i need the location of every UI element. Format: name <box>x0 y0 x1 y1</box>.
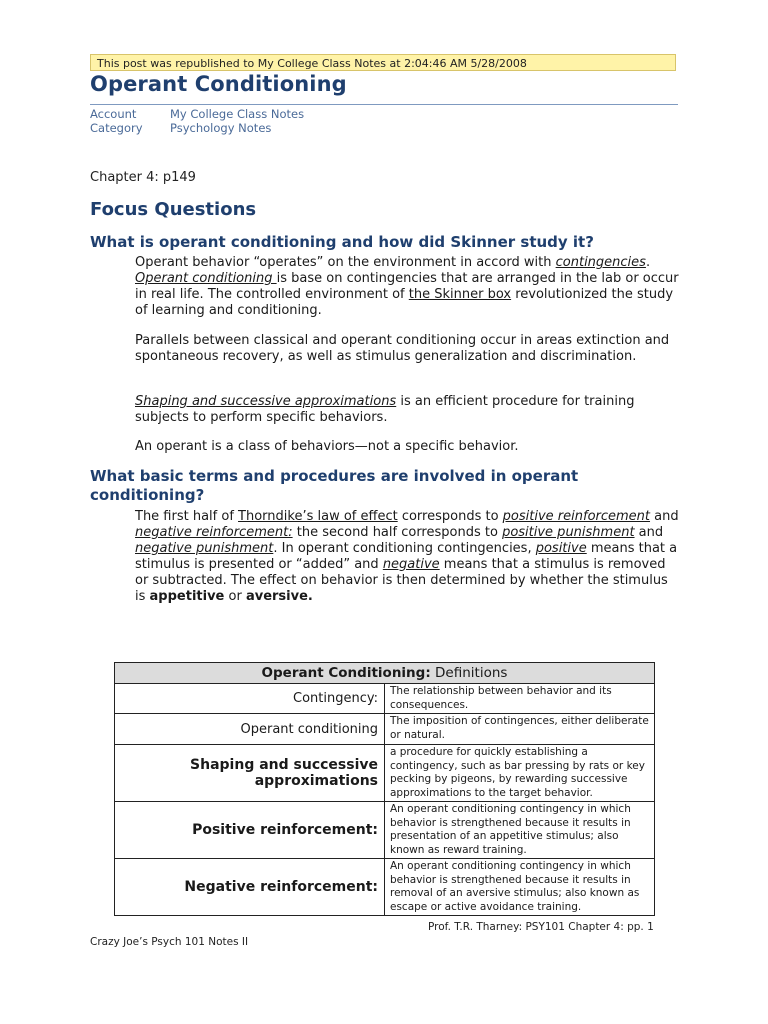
chapter-reference: Chapter 4: p149 <box>90 170 196 185</box>
category-value: Psychology Notes <box>170 121 272 135</box>
definition-term: Positive reinforcement: <box>115 802 385 859</box>
focus-questions-heading: Focus Questions <box>90 199 257 220</box>
footer-page-info: Prof. T.R. Tharney: PSY101 Chapter 4: pp. 1 <box>428 921 654 933</box>
definitions-table <box>114 662 655 916</box>
q1-paragraph-1: Operant behavior “operates” on the environment in accord with contingencies. Operant conditioning is base on contingencies that are arranged in the lab or occur in real life. The controlled environment of the Skinner box revolutionized the study of learning and conditioning. <box>135 255 679 318</box>
question-1-heading: What is operant conditioning and how did Skinner study it? <box>90 233 594 251</box>
account-label: Account <box>90 107 137 121</box>
q2-paragraph-1: The first half of Thorndike’s law of effect corresponds to positive reinforcement and negative reinforcement: the second half corresponds to positive punishment and negative punishment. In operant conditioning contingencies, positive means that a stimulus is presented or “added” and negative means that a stimulus is removed or subtracted. The effect on behavior is then determined by whether the stimulus is appetitive or aversive. <box>135 509 679 604</box>
category-label: Category <box>90 121 143 135</box>
definition-term: Operant conditioning <box>115 714 385 745</box>
page-title: Operant Conditioning <box>90 72 347 96</box>
account-value: My College Class Notes <box>170 107 305 121</box>
definition-text: a procedure for quickly establishing a contingency, such as bar pressing by rats or key pecking by pigeons, by rewarding successive approximations to the target behavior. <box>385 745 655 802</box>
definition-text: The imposition of contingences, either deliberate or natural. <box>385 714 655 745</box>
republish-banner: This post was republished to My College Class Notes at 2:04:46 AM 5/28/2008 <box>90 54 676 71</box>
definition-term: Contingency: <box>115 684 385 714</box>
table-row <box>115 714 655 745</box>
table-row <box>115 802 655 859</box>
title-divider <box>90 104 678 105</box>
table-row <box>115 745 655 802</box>
q1-paragraph-4: An operant is a class of behaviors—not a specific behavior. <box>135 439 519 454</box>
table-row <box>115 859 655 916</box>
question-2-heading: What basic terms and procedures are involved in operant conditioning? <box>90 467 579 504</box>
footer-notes-title: Crazy Joe’s Psych 101 Notes II <box>90 936 249 948</box>
definition-term: Shaping and successive approximations <box>115 745 385 802</box>
definition-text: The relationship between behavior and its consequences. <box>385 684 655 714</box>
q1-paragraph-2: Parallels between classical and operant conditioning occur in areas extinction and spontaneous recovery, as well as stimulus generalization and discrimination. <box>135 333 670 364</box>
q1-paragraph-3: Shaping and successive approximations is an efficient procedure for training subjects to perform specific behaviors. <box>135 394 635 425</box>
meta-category-row <box>90 121 271 135</box>
definition-text: An operant conditioning contingency in which behavior is strengthened because it results in removal of an aversive stimulus; also known as escape or active avoidance training. <box>385 859 655 916</box>
definition-term: Negative reinforcement: <box>115 859 385 916</box>
table-header-row <box>115 663 655 684</box>
table-row <box>115 684 655 714</box>
definition-text: An operant conditioning contingency in which behavior is strengthened because it results in presentation of an appetitive stimulus; also known as reward training. <box>385 802 655 859</box>
table-header: Operant Conditioning: Definitions <box>115 663 655 684</box>
meta-account-row <box>90 107 304 121</box>
